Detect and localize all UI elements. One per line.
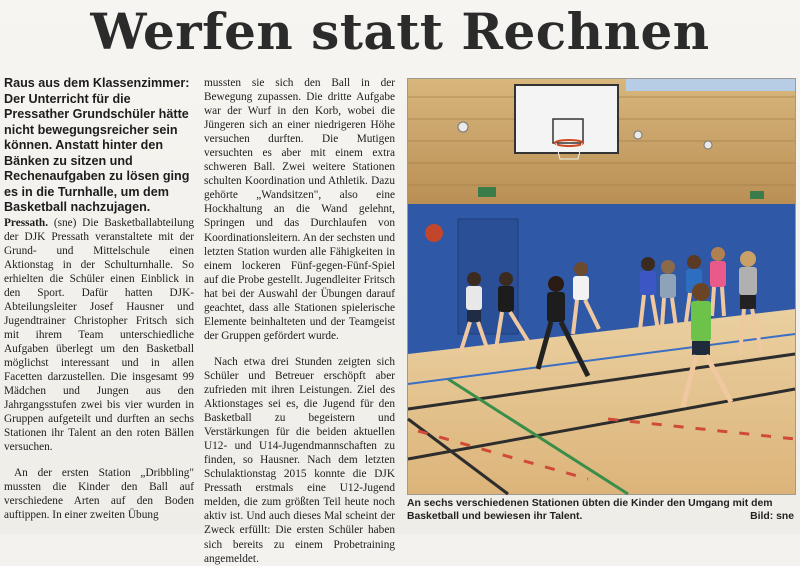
speaker: [458, 122, 468, 132]
article-body-column: [4, 76, 194, 528]
exit-sign-2: [750, 191, 764, 199]
speaker: [634, 131, 642, 139]
dateline: Pressath.: [4, 216, 49, 229]
gym-photo: [407, 78, 796, 495]
window-strip: [626, 79, 795, 91]
lead-paragraph: Raus aus dem Klassenzimmer: Der Unterricht für die Pressather Grundschüler hätte nicht bewegungsreicher sein können. Anstatt hinter den Bänken zu sitzen und Rechenaufgaben zu lösen ging es in die Turnhalle, um dem Basketball nachzujagen.: [4, 76, 190, 214]
paragraph-text: (sne) Die Basketballabteilung der DJK Pressath veranstaltete mit der Grund- und Mittelschule einen Aktionstag in der Schulturnhalle. So erhielten die Schüler einen Einblick in den Sport. Dafür hatten DJK-Abteilungsleiter Josef Hausner und Jugendtrainer Christopher Fritsch sich mit ihrem Team unterschiedliche Aufgaben überlegt um den Basketball möglichst interessant und in allen Facetten darzustellen. Die insgesamt 99 Mädchen und Jungen aus den Jahrgangsstufen zwei bis vier wurden in Gruppen aufgeteilt und durften an sechs Stationen ihr Talent an den roten Bällen versuchen.: [4, 216, 194, 454]
paragraph: An der ersten Station „Dribbling" mussten die Kinder den Ball auf verschiedene Arten auf den Boden auftippen. In einer zweiten Übung: [4, 467, 194, 522]
caption-text: An sechs verschiedenen Stationen übten die Kinder den Umgang mit dem Basketball und bewiesen ihr Talent.: [407, 498, 773, 522]
photo-credit: Bild: sne: [750, 511, 794, 522]
gym-illustration: [408, 79, 795, 494]
article-body-column-2: [204, 76, 395, 565]
exit-sign: [478, 187, 496, 197]
paragraph: Nach etwa drei Stunden zeigten sich Schüler und Betreuer erschöpft aber zufrieden mit ihren Leistungen. Ziel des Aktionstages sei es, die Jugend für den Basketball zu begeistern und Verstärkungen für die beiden aktuellen U12- und U14-Jugendmannschaften zu finden, so Hausner. Nach dem letzten Schulaktionstag 2015 konnte die DJK Pressath erstmals eine U12-Jugend melden, die zum größten Teil heute noch aktiv ist. Und auch dieses Mal scheint der Zweck erfüllt: Die ersten Schüler haben sich bereits zu einem Probetraining angemeldet.: [204, 355, 395, 565]
headline: Werfen statt Rechnen: [90, 2, 710, 61]
paragraph: [4, 216, 194, 455]
photo-caption: [407, 497, 794, 523]
paragraph-continued: mussten sie sich den Ball in der Bewegung zupassen. Die dritte Aufgabe war der Wurf in den Korb, wobei die Jüngeren sich an einer niedrigeren Höhe versuchen durften. Die Mutigen versuchten es aber mit einem extra schweren Ball. Zwei weitere Stationen schulten Koordination und Athletik. Dazu gehörte „Wandsitzen", also eine Hockhaltung an die Wand gelehnt, Springen und das Durchlaufen von Koordinationsleitern. An der sechsten und letzten Station wurden alle Fähigkeiten in einem lockeren Fünf-gegen-Fünf-Spiel auf die Probe gestellt. Jugendleiter Fritsch hat bei der Auswahl der Übungen darauf geachtet, dass alle Stationen spielerische Elemente beinhalteten und der Teamgeist der Gruppen gefördert wurde.: [204, 77, 395, 342]
basketball: [425, 224, 443, 242]
article-text-flow: [4, 216, 194, 523]
speaker: [704, 141, 712, 149]
